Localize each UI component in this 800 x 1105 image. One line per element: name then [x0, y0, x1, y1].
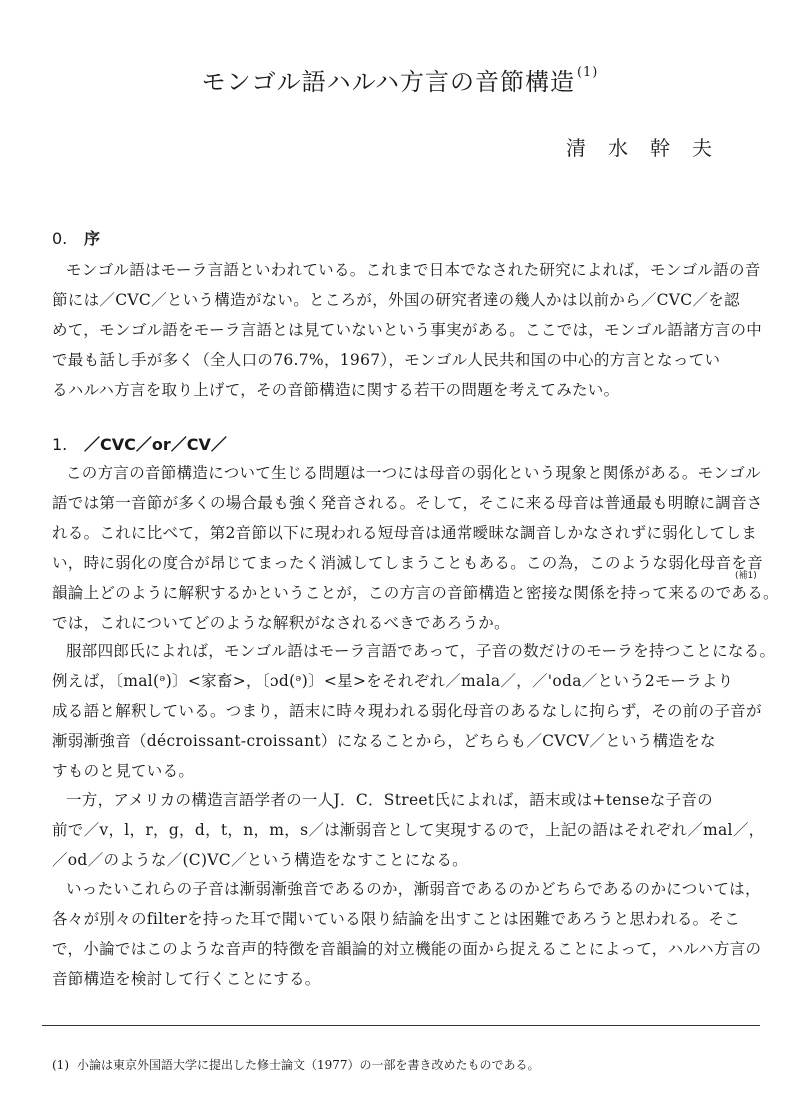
section-1-number: 1. [52, 435, 68, 454]
text-line: で最も話し手が多く（全人口の76.7%，1967），モンゴル人民共和国の中心的方言となってい [52, 351, 721, 369]
text-line: 韻論上どのように解釈するかということが，この方言の音節構造と密接な関係を持って来るのである。 [52, 584, 779, 602]
title-footnote-marker: (1) [576, 65, 599, 80]
footnote-text: 小論は東京外国語大学に提出した修士論文（1977）の一部を書き改めたものである。 [77, 1058, 540, 1072]
supplement-note-marker: (補1) [735, 571, 757, 581]
text-line: いったいこれらの子音は漸弱漸強音であるのか，漸弱音であるのかどちらであるのかについては， [66, 880, 761, 898]
text-line: れる。これに比べて，第2音節以下に現われる短母音は通常曖昧な調音しかなされずに弱化してしま [52, 524, 758, 542]
text-line: 語では第一音節が多くの場合最も強く発音される。そして，そこに来る母音は普通最も明瞭に調音さ [52, 494, 763, 512]
section-0-title: 序 [84, 229, 101, 248]
text-line: ／od／のような／(C)VC／という構造をなすことになる。 [52, 851, 468, 869]
text-line: この方言の音節構造について生じる問題は一つには母音の弱化という現象と関係がある。モンゴル [66, 464, 761, 482]
section-1-paragraph-4 [52, 874, 782, 994]
section-1-heading [52, 432, 227, 455]
text-line: 一方，アメリカの構造言語学者の一人J．C．Street氏によれば，語末或は+tenseな子音の [66, 791, 713, 809]
text-line: すものと見ている。 [52, 762, 195, 780]
section-0-number: 0. [52, 229, 68, 248]
section-0-heading [52, 226, 100, 249]
text-line: めて，モンゴル語をモーラ言語とは見ていないという事実がある。ここでは，モンゴル語諸方言の中 [52, 321, 763, 339]
section-1-title: ／CVC／or／CV／ [84, 435, 227, 454]
text-line: 例えば，〔mal(ᵊ)〕<家畜>，〔ɔd(ᵊ)〕<星>をそれぞれ／mala／，／'oda／という2モーラより [52, 672, 734, 690]
paper-title [0, 62, 800, 97]
title-text: モンゴル語ハルハ方言の音節構造 [201, 68, 575, 96]
text-line: 漸弱漸強音（décroissant-croissant）になることから，どちらも／CVCV／という構造をな [52, 732, 716, 750]
footnote-divider [42, 1025, 760, 1026]
text-line: 服部四郎氏によれば，モンゴル語はモーラ言語であって，子音の数だけのモーラを持つことになる。 [66, 642, 776, 660]
author-name: 清水幹夫 [566, 136, 734, 160]
text-line: るハルハ方言を取り上げて，その音節構造に関する若干の問題を考えてみたい。 [52, 381, 620, 399]
text-line: 前で／v，l，r，g，d，t，n，m，s／は漸弱音として実現するので，上記の語はそれぞれ／mal／， [52, 821, 765, 839]
text-line: い，時に弱化の度合が昂じてまったく消滅してしまうこともある。この為，このような弱化母音を音 [52, 554, 764, 572]
text-line: 音節構造を検討して行くことにする。 [52, 970, 321, 988]
text-line: 成る語と解釈している。つまり，語末に時々現われる弱化母音のあるなしに拘らず，その前の子音が [52, 702, 762, 720]
section-1-paragraph-1 [52, 458, 782, 638]
text-line: では，これについてどのような解釈がなされるべきであろうか。 [52, 614, 510, 632]
section-0-paragraph [52, 255, 782, 405]
footnote-number: (1) [52, 1058, 69, 1072]
footnote [52, 1056, 540, 1073]
text-line: 節には／CVC／という構造がない。ところが，外国の研究者達の幾人かは以前から／CVC／を認 [52, 291, 740, 309]
section-1-paragraph-3 [52, 785, 782, 875]
text-line: モンゴル語はモーラ言語といわれている。これまで日本でなされた研究によれば，モンゴル語の音 [66, 261, 761, 279]
section-1-paragraph-2 [52, 636, 782, 786]
text-line: で，小論ではこのような音声的特徴を音韻論的対立機能の面から捉えることによって，ハルハ方言の [52, 940, 762, 958]
text-line: 各々が別々のfilterを持った耳で聞いている限り結論を出すことは困難であろうと思われる。そこ [52, 910, 741, 928]
